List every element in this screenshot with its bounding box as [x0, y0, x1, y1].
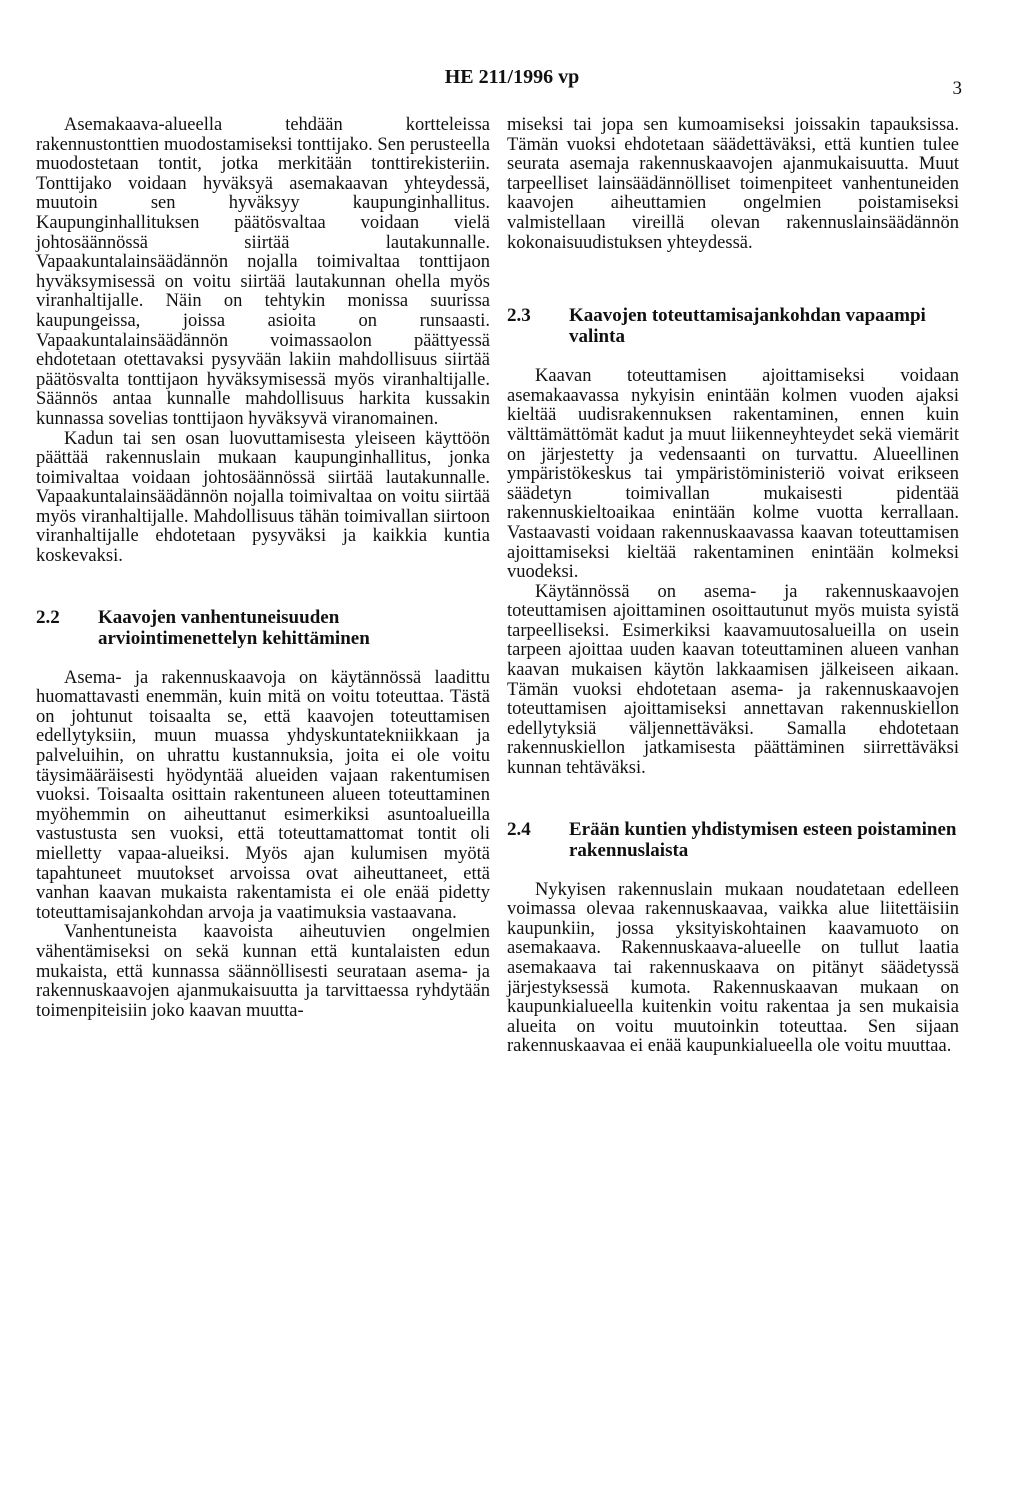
paragraph: Kaavan toteuttamisen ajoittamiseksi voidaan asemakaavassa nykyisin enintään kolmen vuoden ajaksi kieltää uudisrakennuksen rakentaminen, ennen kuin välttämättömät kadut ja muut liikenneyhteydet sekä viemärit on järjestetty ja vedensaanti on turvattu. Alueellinen ympäristökeskus tai ympäristöministeriö voivat erikseen säädetyn toimivallan mukaisesti pidentää rakennuskieltoaikaa enintään kolme vuotta kerrallaan. Vastaavasti voidaan rakennuskaavassa kaavan toteuttamisen ajoittamiseksi kieltää rakentaminen enintään kolmeksi vuodeksi.	[507, 366, 959, 583]
section-title: Erään kuntien yhdistymisen esteen poistaminen rakennuslaista	[569, 818, 957, 861]
paragraph: Vanhentuneista kaavoista aiheutuvien ongelmien vähentämiseksi on sekä kunnan että kuntalaisten edun mukaista, että kunnassa säännöllisesti seurataan asema- ja rakennuskaavojen ajanmukaisuutta ja tarvittaessa ryhdytään toimenpiteisiin joko kaavan muutta-	[36, 922, 490, 1021]
paragraph: Asema- ja rakennuskaavoja on käytännössä laadittu huomattavasti enemmän, kuin mitä on voitu toteuttaa. Tästä on johtunut toisaalta se, että kaavojen toteuttamisen edellytyksiin, muun muassa yhdyskuntatekniikkaan ja palveluihin, on uhrattu kustannuksia, joita ei ole voitu täysimääräisesti hyödyntää alueiden vajaan rakentumisen vuoksi. Toisaalta osittain rakentuneen alueen toteuttaminen myöhemmin on aiheuttanut esimerkiksi asuntoalueilla vastustusta sen vuoksi, että toteuttamattomat tontit oli mielletty vapaa-alueiksi. Myös ajan kulumisen myötä tapahtuneet muutokset arvoissa ovat aiheuttaneet, että vanhan kaavan mukaista rakentamista ei ole enää pidetty toteuttamisajankohdan arvoja ja vaatimuksia vastaavana.	[36, 667, 490, 923]
section-number: 2.2	[36, 606, 60, 628]
paragraph: Kadun tai sen osan luovuttamisesta yleiseen käyttöön päättää rakennuslain mukaan kaupunginhallitus, jonka toimivaltaa voidaan johtosäännössä siirtää lautakunnalle. Vapaakuntalainsäädännön nojalla toimivaltaa on voitu siirtää myös viranhaltijalle. Mahdollisuus tähän toimivallan siirtoon viranhaltijalle ehdotetaan pysyväksi ja kaikkia kuntia koskevaksi.	[36, 428, 490, 567]
left-column	[36, 116, 490, 1021]
paragraph: Käytännössä on asema- ja rakennuskaavojen toteuttamisen ajoittaminen osoittautunut myös muista syistä tarpeelliseksi. Esimerkiksi kaavamuutosalueilla on usein tarpeen ajoittaa uuden kaavan toteuttaminen alueen vanhan kaavan mukaisen käytön lakkaamisen jälkeiseen aikaan. Tämän vuoksi ehdotetaan asema- ja rakennuskaavojen toteuttamisen ajoittamiseksi annettavan rakennuskiellon edellytyksiä väljennettäväksi. Samalla ehdotetaan rakennuskiellon jatkamisesta päättäminen siirrettäväksi kunnan tehtäväksi.	[507, 581, 959, 779]
section-heading-2-2	[36, 607, 490, 649]
document-id: HE 211/1996 vp	[444, 66, 580, 88]
page-header	[0, 66, 1024, 99]
page-number: 3	[952, 78, 962, 99]
section-title: Kaavojen vanhentuneisuuden arviointimenettelyn kehittäminen	[98, 606, 370, 649]
section-number: 2.3	[507, 305, 531, 327]
section-number: 2.4	[507, 818, 531, 840]
paragraph: Asemakaava-alueella tehdään kortteleissa rakennustonttien muodostamiseksi tonttijako. Sen perusteella muodostetaan tontit, jotka merkitään tonttirekisteriin. Tonttijako voidaan hyväksyä asemakaavan yhteydessä, muutoin sen hyväksyy kaupunginhallitus. Kaupunginhallituksen päätösvaltaa voidaan vielä johtosäännössä siirtää lautakunnalle. Vapaakuntalainsäädännön nojalla toimivaltaa tonttijaon hyväksymisessä on voitu siirtää lautakunnan ohella myös viranhaltijalle. Näin on tehtykin monissa suurissa kaupungeissa, joissa asioita on runsaasti. Vapaakuntalainsäädännön voimassaolon päättyessä ehdotetaan otettavaksi pysyvään lakiin mahdollisuus siirtää päätösvalta tonttijaon hyväksymisessä myös viranhaltijalle. Säännös antaa kunnalle mahdollisuus harkita kussakin kunnassa sovelias tonttijaon hyväksyvä viranomainen.	[36, 115, 490, 429]
section-heading-2-4	[507, 819, 959, 861]
section-title: Kaavojen toteuttamisajankohdan vapaampi valinta	[569, 305, 926, 348]
paragraph: Nykyisen rakennuslain mukaan noudatetaan edelleen voimassa olevaa rakennuskaavaa, vaikka alue liitettäisiin kaupunkiin, jossa yksityiskohtainen kaavamuoto on asemakaava. Rakennuskaava-alueelle on tullut laatia asemakaava tai rakennuskaava on pitänyt säädetyssä järjestyksessä kumota. Rakennuskaavan mukaan on kaupunkialueella kuitenkin voitu rakentaa ja sen mukaisia alueita on voitu muutoinkin toteuttaa. Sen sijaan rakennuskaavaa ei enää kaupunkialueella ole voitu muuttaa.	[507, 879, 959, 1057]
right-column	[507, 116, 959, 1057]
paragraph-continuation: miseksi tai jopa sen kumoamiseksi joissakin tapauksissa. Tämän vuoksi ehdotetaan säädettäväksi, että kuntien tulee seurata asemaja rakennuskaavojen ajanmukaisuutta. Muut tarpeelliset lainsäädännölliset toimenpiteet vanhentuneiden kaavojen aiheuttamien ongelmien poistamiseksi valmistellaan vireillä olevan rakennuslainsäädännön kokonaisuudistuksen yhteydessä.	[507, 115, 959, 253]
section-heading-2-3	[507, 305, 959, 347]
